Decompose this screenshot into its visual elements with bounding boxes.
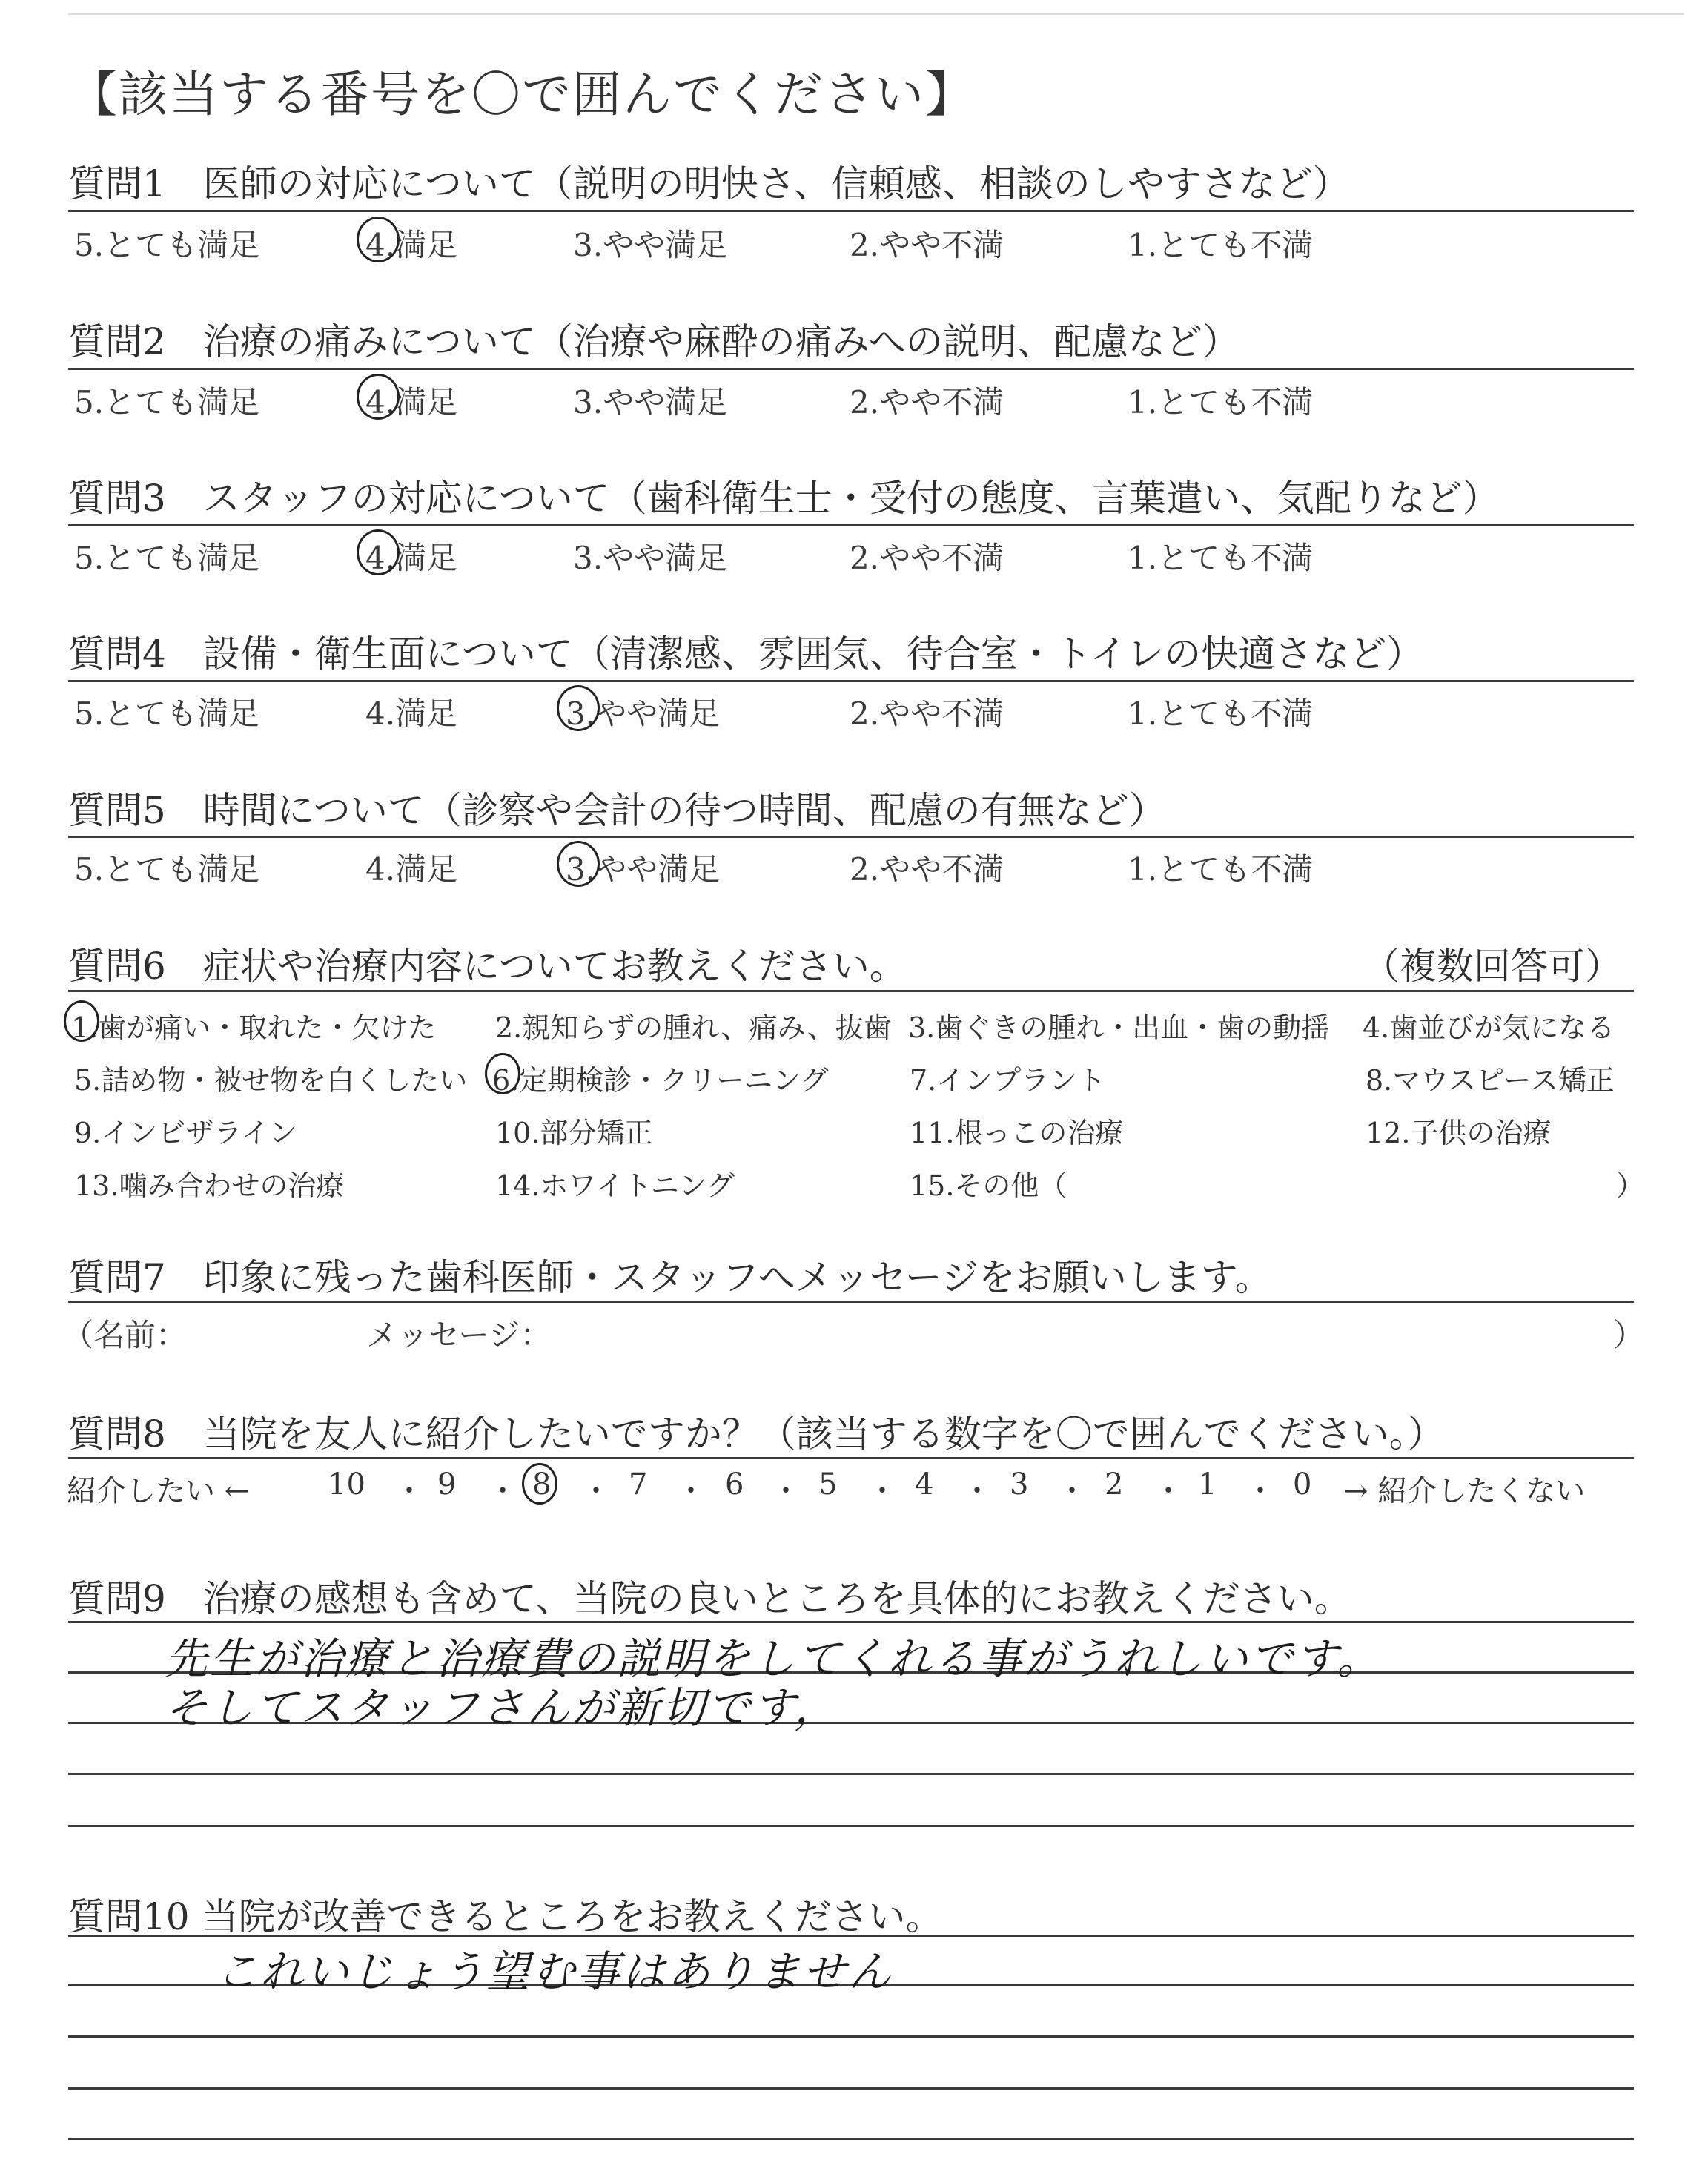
rating-option-2[interactable]: 2.やや不満 [850,227,1004,263]
dot: ・ [771,1474,801,1508]
scale-8[interactable]: 8 [532,1467,551,1502]
rating-option-1[interactable]: 1.とても不満 [1128,696,1314,732]
question-title: 質問1 医師の対応について（説明の明快さ、信頼感、相談のしやすさなど） [68,162,1350,205]
scale-9[interactable]: 9 [437,1467,457,1502]
handwritten-answer-line[interactable]: これいじょう望む事はありません [215,1946,894,1997]
dot: ・ [1153,1474,1183,1508]
rating-option-5[interactable]: 5.とても満足 [74,540,260,576]
selection-circle [522,1463,557,1505]
rating-option-1[interactable]: 1.とても不満 [1128,384,1314,420]
dot: ・ [1057,1474,1087,1508]
rating-option-5[interactable]: 5.とても満足 [74,851,260,888]
write-line [68,1773,1634,1775]
recommend-left-label: 紹介したい ← [67,1474,250,1508]
rating-option-2[interactable]: 2.やや不満 [850,384,1004,420]
selection-circle [485,1053,520,1094]
symptom-option-1[interactable]: 1.歯が痛い・取れた・欠けた [71,1005,436,1046]
rule [68,836,1634,838]
question-title: 質問8 当院を友人に紹介したいですか？（該当する数字を〇で囲んでください。） [68,1413,1445,1456]
page-title: 【該当する番号を〇で囲んでください】 [68,66,976,123]
question-title: 質問3 スタッフの対応について（歯科衛生士・受付の態度、言葉遣い、気配りなど） [68,477,1500,520]
page-top-edge [68,13,1684,15]
rating-option-1[interactable]: 1.とても不満 [1128,540,1314,576]
name-field-label[interactable]: （名前： [62,1317,188,1353]
rating-option-1[interactable]: 1.とても不満 [1128,227,1314,263]
symptom-option-7[interactable]: 7.インプラント [910,1064,1106,1097]
question-title: 質問9 治療の感想も含めて、当院の良いところを具体的にお教えください。 [68,1577,1351,1620]
scale-4[interactable]: 4 [915,1467,934,1502]
rating-option-4[interactable]: 4.満足 [365,378,457,423]
symptom-option-15[interactable]: 15.その他（ [910,1169,1068,1202]
rating-option-3[interactable]: 3.やや満足 [573,384,728,420]
scale-1[interactable]: 1 [1198,1467,1217,1502]
dot: ・ [394,1474,424,1508]
dot: ・ [581,1474,611,1508]
symptom-option-13[interactable]: 13.噛み合わせの治療 [74,1169,345,1202]
dot: ・ [867,1474,897,1508]
selection-circle [357,529,400,575]
scale-7[interactable]: 7 [629,1467,648,1502]
rule [68,1457,1634,1459]
question-title: 質問5 時間について（診察や会計の待つ時間、配慮の有無など） [68,789,1166,832]
scale-0[interactable]: 0 [1293,1467,1312,1502]
rating-option-4[interactable]: 4.満足 [365,851,458,888]
dot: ・ [488,1474,517,1508]
write-line [68,2138,1634,2140]
rating-option-3[interactable]: 3.やや満足 [566,845,720,890]
dot: ・ [1245,1474,1275,1508]
symptom-option-11[interactable]: 11.根っこの治療 [910,1117,1124,1149]
symptom-option-9[interactable]: 9.インビザライン [74,1117,298,1149]
selection-circle [357,217,400,262]
write-line [68,2035,1634,2038]
dot: ・ [676,1474,706,1508]
message-close-paren: ） [1613,1317,1645,1353]
rating-option-2[interactable]: 2.やや不満 [850,540,1004,576]
selection-circle [557,685,600,731]
write-line [68,1621,1634,1623]
selection-circle [557,841,600,887]
selection-circle [64,1000,99,1042]
rating-option-4[interactable]: 4.満足 [365,221,457,265]
rule [68,1301,1634,1303]
symptom-option-12[interactable]: 12.子供の治療 [1366,1117,1552,1149]
rule [68,210,1634,212]
other-close-paren: ） [1616,1169,1645,1202]
rating-option-2[interactable]: 2.やや不満 [850,851,1004,888]
question-title: 質問4 設備・衛生面について（清潔感、雰囲気、待合室・トイレの快適さなど） [68,633,1424,676]
handwritten-answer-line[interactable]: 先生が治療と治療費の説明をしてくれる事がうれしいです。 [165,1634,1383,1684]
write-line [68,1825,1634,1827]
symptom-option-4[interactable]: 4.歯並びが気になる [1363,1011,1615,1044]
selection-circle [357,374,400,420]
rating-option-5[interactable]: 5.とても満足 [74,696,260,732]
message-field-label[interactable]: メッセージ： [366,1317,552,1353]
dot: ・ [962,1474,992,1508]
rating-option-4[interactable]: 4.満足 [365,696,458,732]
question-title: 質問7 印象に残った歯科医師・スタッフへメッセージをお願いします。 [68,1256,1272,1299]
symptom-option-8[interactable]: 8.マウスピース矯正 [1366,1064,1615,1097]
rating-option-4[interactable]: 4.満足 [365,534,457,578]
scale-10[interactable]: 10 [328,1467,365,1502]
scale-5[interactable]: 5 [818,1467,838,1502]
multiple-answer-note: （複数回答可） [1363,945,1622,988]
rating-option-3[interactable]: 3.やや満足 [566,690,720,734]
write-line [68,2087,1634,2090]
rule [68,680,1634,682]
rating-option-5[interactable]: 5.とても満足 [74,227,260,263]
symptom-option-5[interactable]: 5.詰め物・被せ物を白くしたい [74,1064,468,1097]
rating-option-2[interactable]: 2.やや不満 [850,696,1004,732]
rule [68,990,1634,992]
handwritten-answer-line[interactable]: そしてスタッフさんが新切です， [165,1682,840,1733]
rule [68,368,1634,370]
symptom-option-14[interactable]: 14.ホワイトニング [495,1169,735,1202]
symptom-option-2[interactable]: 2.親知らずの腫れ、痛み、抜歯 [495,1011,892,1044]
rule [68,524,1634,526]
symptom-option-10[interactable]: 10.部分矯正 [495,1117,653,1149]
question-title: 質問10 当院が改善できるところをお教えください。 [68,1895,943,1938]
rating-option-3[interactable]: 3.やや満足 [573,540,728,576]
rating-option-3[interactable]: 3.やや満足 [573,227,728,263]
rating-option-1[interactable]: 1.とても不満 [1128,851,1314,888]
recommend-right-label: → 紹介したくない [1343,1474,1586,1508]
scale-6[interactable]: 6 [725,1467,744,1502]
rating-option-5[interactable]: 5.とても満足 [74,384,260,420]
scale-2[interactable]: 2 [1105,1467,1124,1502]
symptom-option-6[interactable]: 6.定期検診・クリーニング [492,1057,829,1098]
question-title: 質問6 症状や治療内容についてお教えください。 [68,945,907,988]
question-title: 質問2 治療の痛みについて（治療や麻酔の痛みへの説明、配慮など） [68,320,1239,363]
symptom-option-3[interactable]: 3.歯ぐきの腫れ・出血・歯の動揺 [908,1011,1330,1044]
scale-3[interactable]: 3 [1010,1467,1029,1502]
